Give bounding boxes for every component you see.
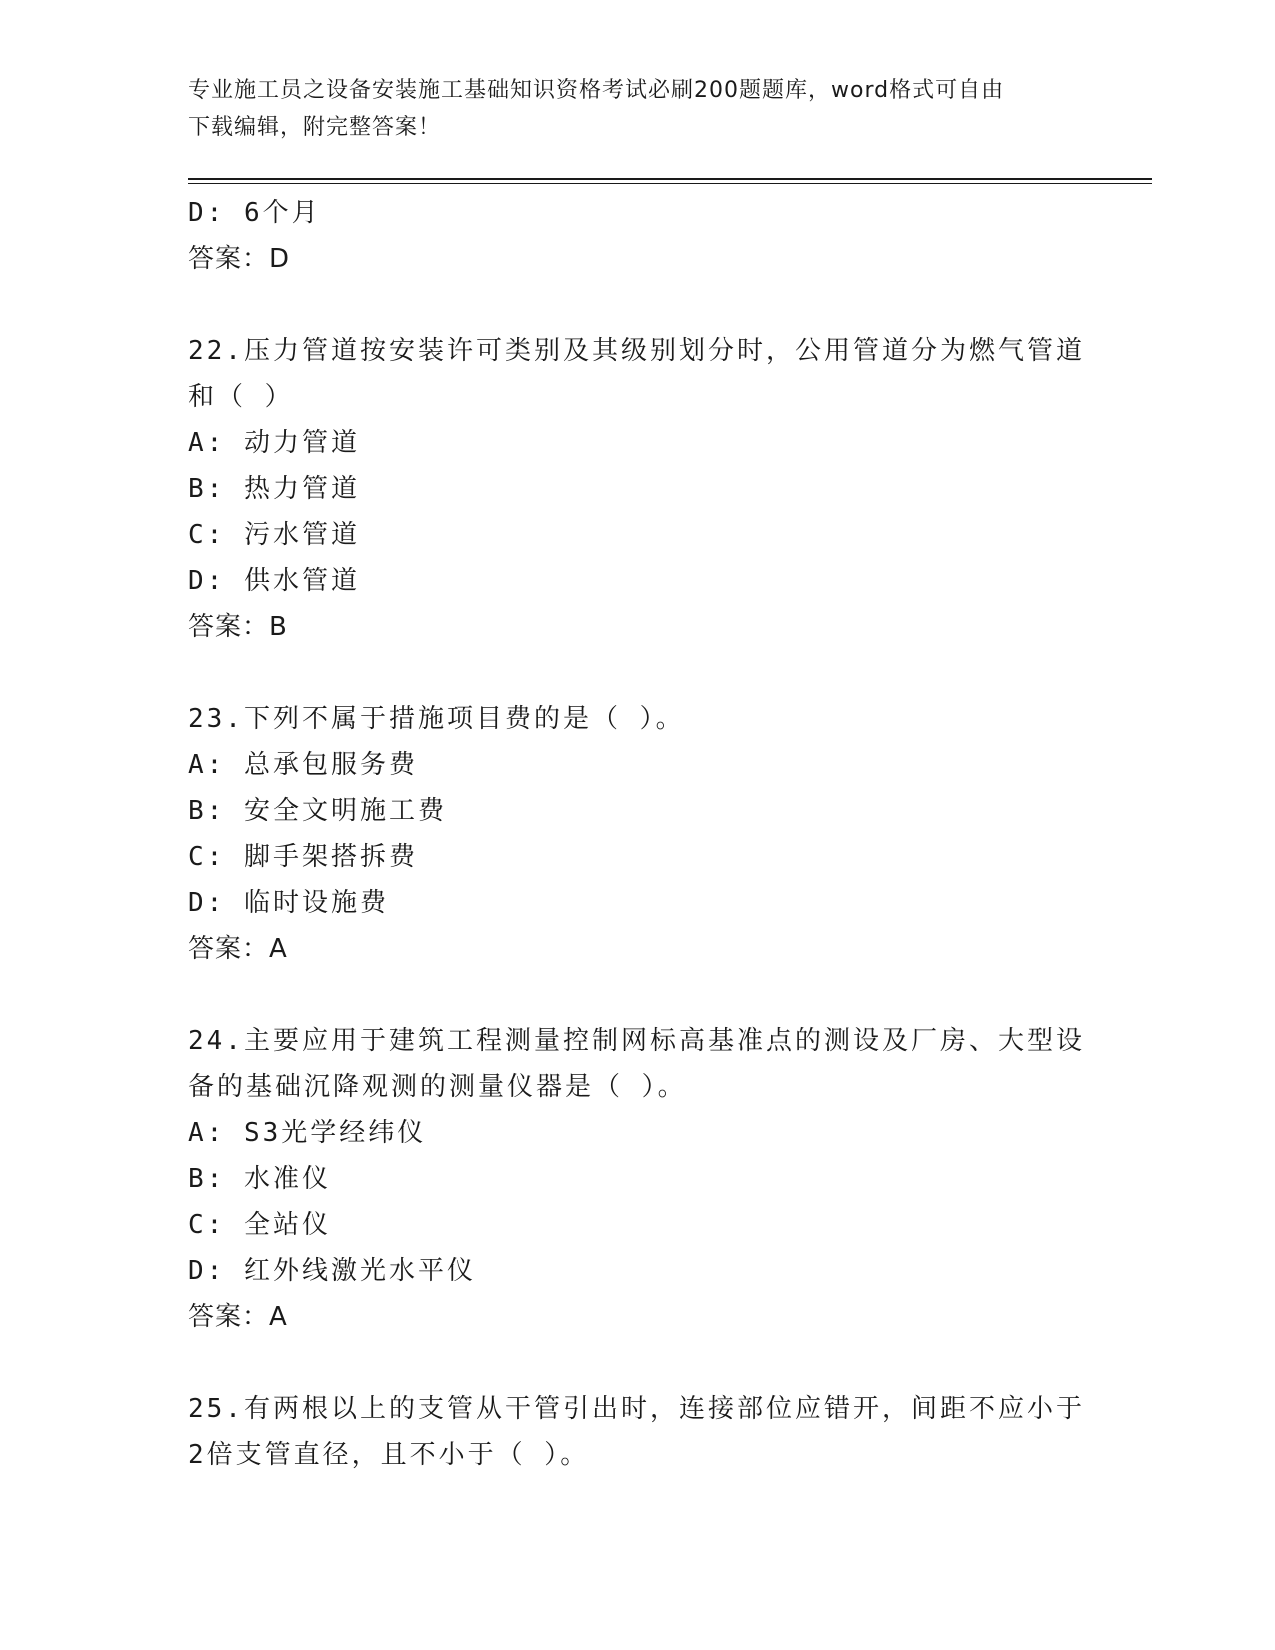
option-b: B: 热力管道 bbox=[188, 474, 360, 504]
question-22 bbox=[188, 328, 1088, 650]
question-23 bbox=[188, 696, 1088, 972]
spacer bbox=[188, 1340, 1088, 1386]
option-b: B: 水准仪 bbox=[188, 1164, 331, 1194]
option-b: B: 安全文明施工费 bbox=[188, 796, 447, 826]
question-stem-continued: 2倍支管直径，且不小于（ ）。 bbox=[188, 1440, 590, 1470]
option-c: C: 脚手架搭拆费 bbox=[188, 842, 418, 872]
header-divider-thick bbox=[188, 178, 1152, 180]
spacer bbox=[188, 282, 1088, 328]
question-24 bbox=[188, 1018, 1088, 1340]
header-title-line-1: 专业施工员之设备安装施工基础知识资格考试必刷200题题库，word格式可自由 bbox=[188, 78, 1005, 103]
answer-line: 答案：D bbox=[188, 244, 291, 274]
question-stem-continued: 和（ ） bbox=[188, 382, 294, 412]
previous-question-tail bbox=[188, 190, 1088, 282]
option-d: D: 红外线激光水平仪 bbox=[188, 1256, 476, 1286]
option-a: A: 动力管道 bbox=[188, 428, 360, 458]
question-stem: 23.下列不属于措施项目费的是（ ）。 bbox=[188, 704, 685, 734]
answer-line: 答案：B bbox=[188, 612, 288, 642]
question-25 bbox=[188, 1386, 1088, 1478]
header-title-line-2: 下载编辑，附完整答案！ bbox=[188, 115, 442, 140]
answer-line: 答案：A bbox=[188, 1302, 288, 1332]
option-c: C: 污水管道 bbox=[188, 520, 360, 550]
option-a: A: 总承包服务费 bbox=[188, 750, 418, 780]
document-header bbox=[188, 72, 1088, 146]
question-stem: 25.有两根以上的支管从干管引出时，连接部位应错开，间距不应小于 bbox=[188, 1394, 1085, 1424]
question-stem: 24.主要应用于建筑工程测量控制网标高基准点的测设及厂房、大型设 bbox=[188, 1026, 1085, 1056]
question-content bbox=[188, 190, 1088, 1478]
spacer bbox=[188, 972, 1088, 1018]
option-a: A: S3光学经纬仪 bbox=[188, 1118, 427, 1148]
option-c: C: 全站仪 bbox=[188, 1210, 331, 1240]
header-divider-thin bbox=[188, 183, 1152, 184]
question-stem-continued: 备的基础沉降观测的测量仪器是（ ）。 bbox=[188, 1072, 687, 1102]
question-stem: 22.压力管道按安装许可类别及其级别划分时，公用管道分为燃气管道 bbox=[188, 336, 1085, 366]
option-d: D: 供水管道 bbox=[188, 566, 360, 596]
option-d: D: 临时设施费 bbox=[188, 888, 389, 918]
option-d: D: 6个月 bbox=[188, 198, 321, 228]
spacer bbox=[188, 650, 1088, 696]
answer-line: 答案：A bbox=[188, 934, 288, 964]
